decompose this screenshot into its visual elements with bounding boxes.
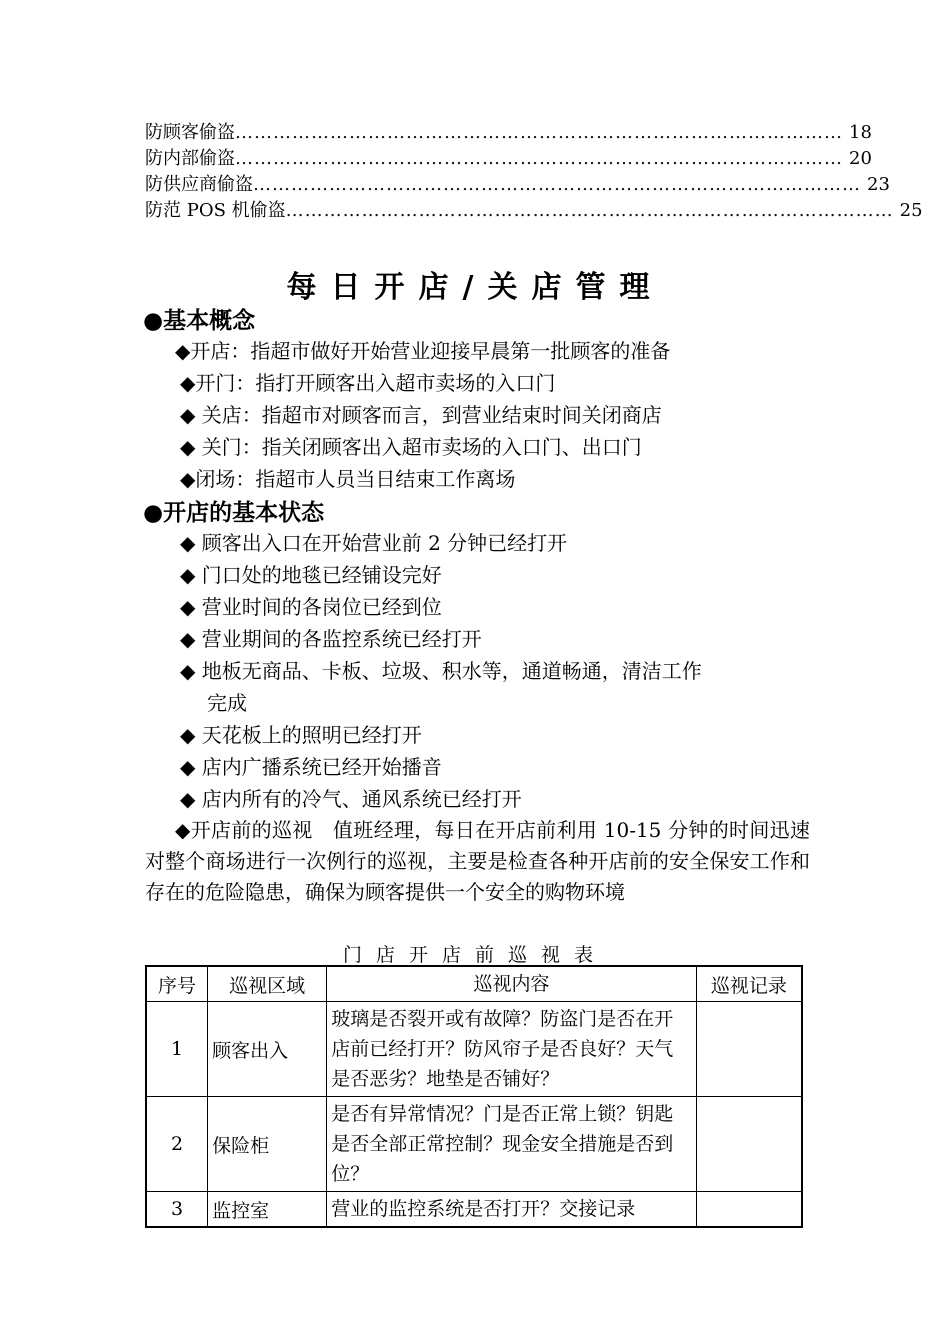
section-heading-basic-concepts: ●基本概念 xyxy=(143,308,256,334)
header-record: 巡视记录 xyxy=(696,966,802,1002)
concept-item: ◆闭场：指超市人员当日结束工作离场 xyxy=(180,467,516,491)
table-row xyxy=(146,1192,802,1228)
patrol-table xyxy=(145,965,803,1228)
state-item: ◆ 店内广播系统已经开始播音 xyxy=(180,755,442,779)
table-caption: 门店开店前巡视表 xyxy=(342,944,607,966)
cell-content: 营业的监控系统是否打开？交接记录 xyxy=(327,1192,697,1228)
toc-entry[interactable] xyxy=(145,196,923,222)
cell-area: 保险柜 xyxy=(208,1097,327,1192)
toc-leader-dots: …………………………………………………………………………………… xyxy=(235,122,843,143)
toc-entry[interactable] xyxy=(145,170,890,196)
table-header-row xyxy=(146,966,802,1002)
state-item: ◆ 顾客出入口在开始营业前 2 分钟已经打开 xyxy=(180,531,568,555)
toc-page-number: 23 xyxy=(867,174,890,195)
concept-item: ◆ 关门：指关闭顾客出入超市卖场的入口门、出口门 xyxy=(180,435,642,459)
concept-item: ◆开店：指超市做好开始营业迎接早晨第一批顾客的准备 xyxy=(175,339,671,363)
toc-leader-dots: …………………………………………………………………………………… xyxy=(235,148,843,169)
cell-no: 1 xyxy=(146,1002,208,1097)
state-item: ◆ 店内所有的冷气、通风系统已经打开 xyxy=(180,787,522,811)
section-heading-opening-state: ●开店的基本状态 xyxy=(143,500,325,526)
concept-item: ◆开门：指打开顾客出入超市卖场的入口门 xyxy=(180,371,556,395)
cell-record[interactable] xyxy=(696,1002,802,1097)
cell-record[interactable] xyxy=(696,1097,802,1192)
state-item-continuation: 完成 xyxy=(207,691,247,715)
toc-entry-title: 防范 POS 机偷盗 xyxy=(145,200,286,221)
cell-no: 3 xyxy=(146,1192,208,1228)
toc-leader-dots: …………………………………………………………………………………… xyxy=(285,200,894,221)
cell-area: 监控室 xyxy=(208,1192,327,1228)
table-row xyxy=(146,1002,802,1097)
state-item: ◆ 地板无商品、卡板、垃圾、积水等，通道畅通，清洁工作 xyxy=(180,659,702,683)
patrol-paragraph: ◆开店前的巡视 值班经理，每日在开店前利用 10-15 分钟的时间迅速对整个商场进行一次例行的巡视，主要是检查各种开店前的安全保安工作和存在的危险隐患，确保为顾客提供一个安全的购物环境 xyxy=(145,818,810,904)
cell-content: 是否有异常情况？门是否正常上锁？钥匙是否全部正常控制？现金安全措施是否到位？ xyxy=(327,1097,697,1192)
toc-entry-title: 防顾客偷盗 xyxy=(145,122,235,143)
cell-area: 顾客出入 xyxy=(208,1002,327,1097)
page-title: 每日开店/关店管理 xyxy=(286,270,664,305)
toc-page-number: 25 xyxy=(899,200,923,221)
toc-entry[interactable] xyxy=(145,118,872,144)
header-area: 巡视区域 xyxy=(208,966,327,1002)
toc-leader-dots: …………………………………………………………………………………… xyxy=(253,174,861,195)
table-of-contents xyxy=(145,118,923,222)
state-item: ◆ 门口处的地毯已经铺设完好 xyxy=(180,563,442,587)
state-item: ◆ 营业期间的各监控系统已经打开 xyxy=(180,627,482,651)
toc-entry[interactable] xyxy=(145,144,872,170)
cell-no: 2 xyxy=(146,1097,208,1192)
table-row xyxy=(146,1097,802,1192)
header-content: 巡视内容 xyxy=(327,966,697,1002)
header-no: 序号 xyxy=(146,966,208,1002)
toc-entry-title: 防内部偷盗 xyxy=(145,148,235,169)
toc-page-number: 20 xyxy=(849,148,872,169)
concept-item: ◆ 关店：指超市对顾客而言，到营业结束时间关闭商店 xyxy=(180,403,662,427)
cell-record[interactable] xyxy=(696,1192,802,1228)
cell-content: 玻璃是否裂开或有故障？防盗门是否在开店前已经打开？防风帘子是否良好？天气是否恶劣？地垫是否铺好？ xyxy=(327,1002,697,1097)
state-item: ◆ 天花板上的照明已经打开 xyxy=(180,723,422,747)
toc-page-number: 18 xyxy=(849,122,872,143)
state-item: ◆ 营业时间的各岗位已经到位 xyxy=(180,595,442,619)
toc-entry-title: 防供应商偷盗 xyxy=(145,174,253,195)
